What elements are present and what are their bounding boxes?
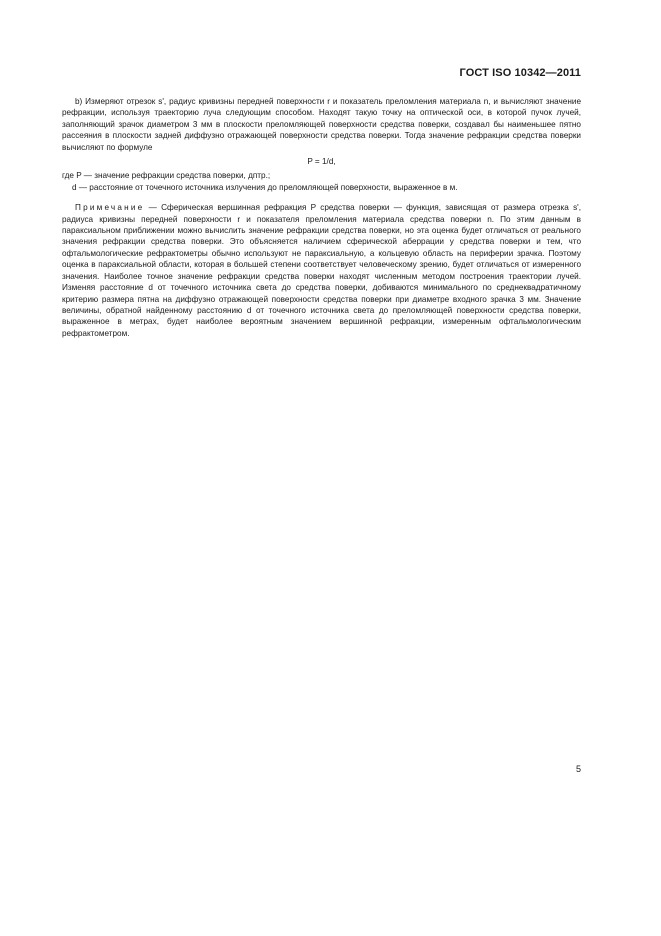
definition-d (62, 182, 581, 193)
page-content (62, 96, 581, 339)
page-number: 5 (575, 764, 581, 774)
paragraph-b: b) Измеряют отрезок s', радиус кривизны передней поверхности r и показатель преломления материала n, и вычисляют значение рефракции, используя траекторию луча следующим способом. Находят такую точку на оптической оси, в которой пучок лучей, заполняющий зрачок диаметром 3 мм в плоскости преломляющей поверхности средства поверки, создавал бы наименьшее пятно рассеяния в плоскости задней диффузно отражающей поверхности средства поверки. Тогда значение рефракции средства поверки вычисляют по формуле (62, 97, 581, 152)
definition-p: где P — значение рефракции средства поверки, дптр.; (62, 171, 271, 181)
definition-d-text: d — расстояние от точечного источника излучения до преломляющей поверхности, выраженное в м. (72, 182, 458, 192)
note-label: Примечание (75, 203, 145, 213)
note-text: — Сферическая вершинная рефракция P средства поверки — функция, зависящая от размера отрезка s', радиуса кривизны передней поверхности r и показателя преломления материала средства поверки n. По этим данным в параксиальном приближении можно вычислить значение рефракции средства поверки, но эта оценка будет отличаться от реального значения рефракции средства поверки. Это объясняется наличием сферической аберрации у средства поверки и тем, что офтальмологические рефрактометры обычно используют не параксиальную, а кольцевую область на периферии зрачка. Поэтому оценка в параксиальной области, которая в большей степени соответствует человеческому зрению, будет отличаться от измеренного значения. Наиболее точное значение рефракции средства поверки находят численным методом построения траектории лучей. Изменяя расстояние d от точечного источника света до средства поверки, добиваются минимального по среднеквадратичному критерию размера пятна на диффузно отражающей поверхности средства поверки при диаметре входного зрачка 3 мм. Значение величины, обратной найденному расстоянию d от точечного источника света до преломляющей поверхности средства поверки, выраженное в метрах, будет наиболее вероятным значением вершинной рефракции, измеренным офтальмологическим рефрактометром. (62, 203, 581, 338)
formula: P = 1/d, (307, 157, 336, 167)
note-paragraph (62, 202, 581, 339)
definitions (62, 170, 581, 193)
document-header: ГОСТ ISO 10342—2011 (459, 67, 581, 79)
